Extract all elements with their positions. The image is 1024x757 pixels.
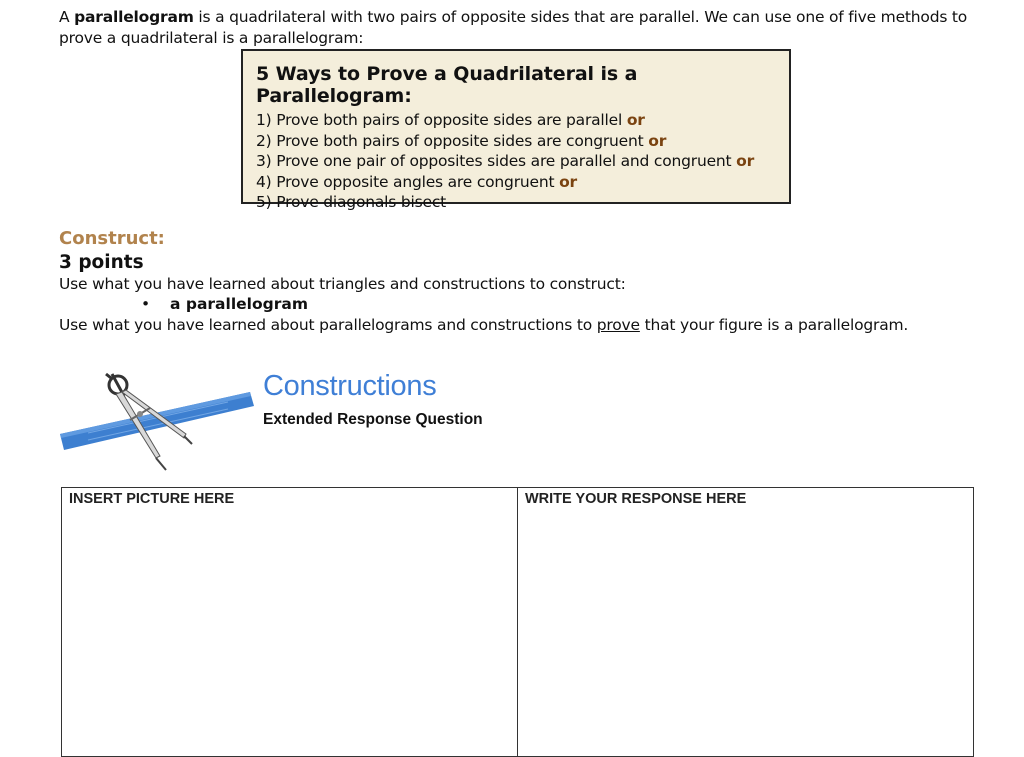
response-table (61, 487, 974, 757)
prove-instruction-before: Use what you have learned about parallelograms and constructions to (59, 316, 597, 334)
response-cell-header: WRITE YOUR RESPONSE HERE (525, 491, 747, 507)
constructions-subtitle: Extended Response Question (263, 411, 483, 428)
ways-item-text: 5) Prove diagonals bisect (256, 193, 447, 211)
ways-item-text: 3) Prove one pair of opposites sides are parallel and congruent (256, 152, 737, 170)
intro-paragraph (59, 7, 989, 49)
or-connector: or (648, 131, 667, 150)
or-connector: or (736, 152, 755, 170)
ways-box (241, 49, 791, 211)
compass-and-ruler-icon (58, 368, 258, 478)
or-connector: or (559, 172, 577, 191)
ways-item-text: 2) Prove both pairs of opposite sides are congruent (256, 131, 649, 150)
intro-prefix: A (59, 8, 75, 26)
ways-item-3 (256, 151, 789, 172)
constructions-title: Constructions (263, 370, 437, 402)
or-connector: or (626, 111, 645, 129)
intro-rest: is a quadrilateral with two pairs of opposite sides that are parallel. We can use one of five methods to prove a quadrilateral is a parallelogram: (59, 8, 968, 47)
ways-item-text: 1) Prove both pairs of opposite sides are parallel (256, 111, 627, 129)
picture-cell-header: INSERT PICTURE HERE (69, 491, 235, 507)
picture-cell[interactable] (62, 488, 518, 756)
ways-item-2 (256, 131, 789, 152)
prove-underlined: prove (596, 316, 640, 334)
ways-item-4 (256, 172, 789, 193)
bullet-item: a parallelogram (170, 295, 308, 313)
ways-item-text: 4) Prove opposite angles are congruent (256, 172, 560, 191)
construct-heading: Construct: (59, 228, 165, 249)
intro-bold-term: parallelogram (74, 8, 194, 26)
ways-item-5 (256, 192, 789, 213)
points-label: 3 points (59, 252, 144, 273)
ways-item-1 (256, 110, 789, 131)
ways-box-title: 5 Ways to Prove a Quadrilateral is a Parallelogram: (256, 63, 638, 107)
construct-instruction: Use what you have learned about triangles and constructions to construct: (59, 275, 626, 293)
prove-instruction-after: that your figure is a parallelogram. (639, 316, 909, 334)
response-cell[interactable] (518, 488, 973, 756)
bullet-icon: • (141, 295, 151, 313)
prove-instruction (59, 316, 908, 334)
